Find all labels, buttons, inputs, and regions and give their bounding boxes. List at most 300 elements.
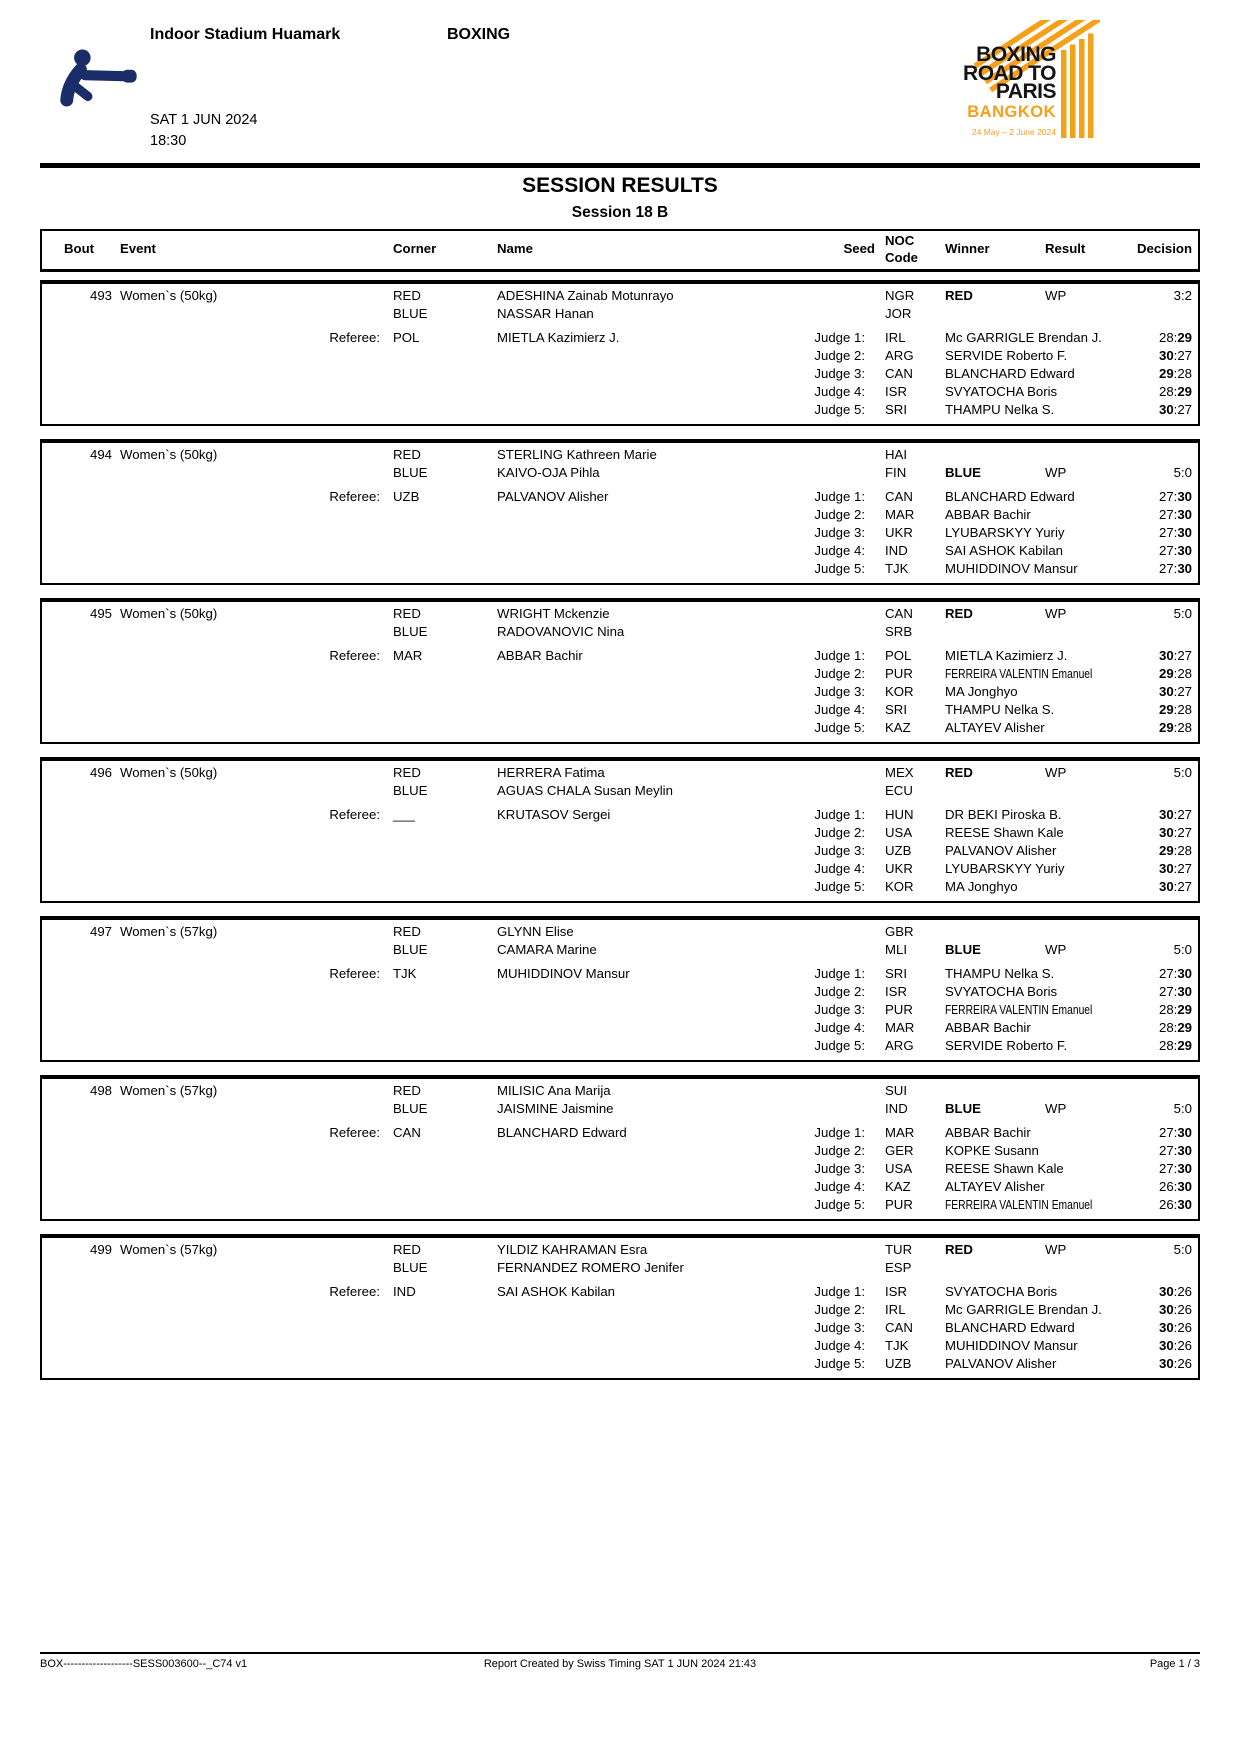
judge-score: [1159, 1161, 1192, 1176]
bouts-list: [40, 280, 1200, 1380]
judge-noc-code: CAN: [885, 366, 913, 381]
red-points: 30: [1158, 1356, 1174, 1371]
score-colon: :: [1173, 843, 1178, 858]
blue-points: 26: [1177, 1356, 1192, 1371]
judge-name: FERREIRA VALENTIN Emanuel: [945, 1197, 1093, 1212]
red-points: 28: [1158, 1002, 1174, 1017]
blue-noc-code: ECU: [885, 783, 913, 798]
sport-name: BOXING: [447, 26, 511, 43]
judge-score: [1159, 702, 1192, 717]
bout-result-block: [40, 916, 1200, 1062]
judge-label: Judge 5:: [814, 879, 865, 894]
officials-rows: [42, 1125, 1198, 1215]
judge-row: [42, 1143, 1198, 1161]
red-points: 30: [1158, 807, 1174, 822]
score-colon: :: [1173, 1161, 1178, 1176]
judge-label: Judge 2:: [814, 1302, 865, 1317]
judge-noc-code: ISR: [885, 384, 907, 399]
score-colon: :: [1173, 1020, 1178, 1035]
judge-name: SVYATOCHA Boris: [945, 1284, 1058, 1299]
judge-score: [1159, 384, 1192, 399]
judge-row: [42, 879, 1198, 897]
judge-noc-code: IND: [885, 543, 908, 558]
judge-score: [1159, 666, 1192, 681]
col-result: Result: [1045, 241, 1086, 256]
red-points: 27: [1158, 507, 1174, 522]
score-colon: :: [1173, 384, 1178, 399]
judge-row: [42, 843, 1198, 861]
decision-score: 5:0: [1173, 465, 1192, 480]
venue-name: Indoor Stadium Huamark: [150, 26, 341, 43]
decision-score: 5:0: [1173, 606, 1192, 621]
session-time: 18:30: [150, 133, 187, 149]
judge-score: [1159, 720, 1192, 735]
judge-score: [1159, 825, 1192, 840]
red-noc-code: HAI: [885, 447, 907, 462]
session-datetime: [150, 110, 257, 152]
blue-points: 26: [1177, 1338, 1192, 1353]
event-name: Women`s (50kg): [120, 288, 218, 303]
blue-points: 30: [1177, 984, 1192, 999]
session-subtitle: Session 18 B: [571, 204, 669, 221]
blue-points: 30: [1177, 507, 1192, 522]
referee-label: Referee:: [329, 330, 380, 345]
blue-points: 29: [1177, 1020, 1192, 1035]
score-colon: :: [1173, 807, 1178, 822]
blue-points: 27: [1177, 861, 1192, 876]
col-bout: Bout: [64, 241, 95, 256]
blue-corner-label: BLUE: [393, 1101, 428, 1116]
blue-points: 26: [1177, 1302, 1192, 1317]
red-points: 28: [1158, 330, 1174, 345]
red-corner-row: [42, 606, 1198, 624]
red-corner-label: RED: [393, 1242, 421, 1257]
red-noc-code: NGR: [885, 288, 915, 303]
judge-label: Judge 5:: [814, 561, 865, 576]
score-colon: :: [1173, 489, 1178, 504]
judge-name: ALTAYEV Alisher: [945, 1179, 1045, 1194]
col-noc-line2: Code: [885, 250, 918, 265]
score-colon: :: [1173, 861, 1178, 876]
logo-city: BANGKOK: [967, 102, 1056, 121]
red-points: 28: [1158, 384, 1174, 399]
event-name: Women`s (57kg): [120, 924, 218, 939]
red-noc-code: MEX: [885, 765, 914, 780]
col-noc-line1: NOC: [885, 233, 915, 248]
judge-score: [1159, 1320, 1192, 1335]
red-athlete-name: GLYNN Elise: [497, 924, 574, 939]
judge-label: Judge 3:: [814, 1002, 865, 1017]
judge-name: SVYATOCHA Boris: [945, 984, 1058, 999]
judge-noc-code: UZB: [885, 843, 912, 858]
score-colon: :: [1173, 1284, 1178, 1299]
judge-row: [42, 825, 1198, 843]
judge-label: Judge 1:: [814, 489, 865, 504]
judge-score: [1159, 684, 1192, 699]
score-colon: :: [1173, 525, 1178, 540]
judge-name: ABBAR Bachir: [945, 507, 1031, 522]
judge-label: Judge 1:: [814, 648, 865, 663]
red-points: 27: [1158, 984, 1174, 999]
judge-label: Judge 5:: [814, 720, 865, 735]
judge-label: Judge 1:: [814, 330, 865, 345]
blue-corner-label: BLUE: [393, 306, 428, 321]
judge-noc-code: ARG: [885, 1038, 914, 1053]
score-colon: :: [1173, 1179, 1178, 1194]
red-athlete-name: STERLING Kathreen Marie: [497, 447, 657, 462]
red-points: 30: [1158, 684, 1174, 699]
judge-row: [42, 402, 1198, 420]
logo-line1: BOXING: [976, 43, 1056, 66]
blue-points: 30: [1177, 966, 1192, 981]
judge-label: Judge 4:: [814, 702, 865, 717]
blue-corner-row: [42, 1101, 1198, 1119]
blue-points: 30: [1177, 1161, 1192, 1176]
judge-row: [42, 330, 1198, 348]
score-colon: :: [1173, 1125, 1178, 1140]
referee-label: Referee:: [329, 1125, 380, 1140]
blue-corner-row: [42, 1260, 1198, 1278]
judge-score: [1159, 366, 1192, 381]
blue-points: 27: [1177, 807, 1192, 822]
event-name: Women`s (50kg): [120, 765, 218, 780]
blue-points: 29: [1177, 1038, 1192, 1053]
judge-label: Judge 3:: [814, 1320, 865, 1335]
judge-label: Judge 4:: [814, 384, 865, 399]
judge-label: Judge 3:: [814, 684, 865, 699]
score-colon: :: [1173, 330, 1178, 345]
red-athlete-name: ADESHINA Zainab Motunrayo: [497, 288, 674, 303]
blue-noc-code: JOR: [885, 306, 912, 321]
judge-noc-code: ISR: [885, 984, 907, 999]
blue-points: 27: [1177, 648, 1192, 663]
judge-row: [42, 543, 1198, 561]
officials-rows: [42, 1284, 1198, 1374]
red-corner-row: [42, 288, 1198, 306]
blue-points: 29: [1177, 1002, 1192, 1017]
judge-label: Judge 4:: [814, 861, 865, 876]
judge-label: Judge 1:: [814, 807, 865, 822]
bout-result-block: [40, 1234, 1200, 1380]
blue-points: 30: [1177, 489, 1192, 504]
blue-points: 28: [1177, 720, 1192, 735]
judge-name: MUHIDDINOV Mansur: [945, 561, 1078, 576]
judge-name: FERREIRA VALENTIN Emanuel: [945, 666, 1093, 681]
blue-points: 30: [1177, 1197, 1192, 1212]
judge-noc-code: CAN: [885, 1320, 913, 1335]
judge-score: [1159, 879, 1192, 894]
referee-name: MIETLA Kazimierz J.: [497, 330, 620, 345]
judge-name: SAI ASHOK Kabilan: [945, 543, 1064, 558]
score-colon: :: [1173, 1302, 1178, 1317]
result-type: WP: [1045, 765, 1067, 780]
logo-line3: PARIS: [995, 80, 1056, 103]
score-colon: :: [1173, 366, 1178, 381]
blue-points: 29: [1177, 330, 1192, 345]
judge-name: MA Jonghyo: [945, 879, 1018, 894]
bout-number: 494: [89, 447, 112, 462]
bout-result-block: [40, 598, 1200, 744]
blue-points: 27: [1177, 684, 1192, 699]
judge-score: [1159, 330, 1192, 345]
judge-name: BLANCHARD Edward: [945, 489, 1075, 504]
officials-rows: [42, 330, 1198, 420]
footer-report-code: BOX-------------------SESS003600--_C74 v1: [40, 1658, 248, 1670]
judge-noc-code: USA: [885, 825, 913, 840]
red-noc-code: SUI: [885, 1083, 907, 1098]
score-colon: :: [1173, 1320, 1178, 1335]
judge-row: [42, 702, 1198, 720]
judge-row: [42, 1338, 1198, 1356]
judge-label: Judge 2:: [814, 984, 865, 999]
judge-name: FERREIRA VALENTIN Emanuel: [945, 1002, 1093, 1017]
bout-result-block: [40, 757, 1200, 903]
score-colon: :: [1173, 966, 1178, 981]
red-athlete-name: WRIGHT Mckenzie: [497, 606, 610, 621]
red-athlete-name: HERRERA Fatima: [497, 765, 605, 780]
referee-name: ABBAR Bachir: [497, 648, 583, 663]
judge-score: [1159, 402, 1192, 417]
officials-rows: [42, 489, 1198, 579]
blue-points: 26: [1177, 1320, 1192, 1335]
judge-label: Judge 2:: [814, 1143, 865, 1158]
judge-row: [42, 561, 1198, 579]
red-athlete-name: YILDIZ KAHRAMAN Esra: [497, 1242, 648, 1257]
red-points: 27: [1158, 1125, 1174, 1140]
referee-name: MUHIDDINOV Mansur: [497, 966, 630, 981]
red-points: 27: [1158, 1143, 1174, 1158]
score-colon: :: [1173, 702, 1178, 717]
event-name: Women`s (50kg): [120, 447, 218, 462]
referee-label: Referee:: [329, 1284, 380, 1299]
judge-row: [42, 1038, 1198, 1056]
judge-name: BLANCHARD Edward: [945, 366, 1075, 381]
logo-text: [963, 43, 1056, 142]
red-corner-label: RED: [393, 765, 421, 780]
winner-corner: RED: [945, 765, 973, 780]
judge-row: [42, 1356, 1198, 1374]
bout-result-block: [40, 439, 1200, 585]
judge-score: [1159, 561, 1192, 576]
bout-number: 495: [89, 606, 112, 621]
blue-athlete-name: CAMARA Marine: [497, 942, 597, 957]
officials-rows: [42, 966, 1198, 1056]
bout-number: 497: [89, 924, 112, 939]
judge-score: [1159, 807, 1192, 822]
judge-label: Judge 5:: [814, 1356, 865, 1371]
judge-name: THAMPU Nelka S.: [945, 402, 1055, 417]
blue-points: 27: [1177, 825, 1192, 840]
blue-corner-row: [42, 306, 1198, 324]
judge-row: [42, 807, 1198, 825]
judge-row: [42, 1020, 1198, 1038]
judge-label: Judge 3:: [814, 1161, 865, 1176]
score-colon: :: [1173, 1356, 1178, 1371]
judge-name: MUHIDDINOV Mansur: [945, 1338, 1078, 1353]
judge-name: Mc GARRIGLE Brendan J.: [945, 330, 1102, 345]
winner-corner: BLUE: [945, 1101, 981, 1116]
judge-noc-code: ISR: [885, 1284, 907, 1299]
judge-name: SERVIDE Roberto F.: [945, 348, 1068, 363]
result-type: WP: [1045, 606, 1067, 621]
referee-label: Referee:: [329, 489, 380, 504]
judge-score: [1159, 1125, 1192, 1140]
decision-score: 5:0: [1173, 1101, 1192, 1116]
judge-noc-code: IRL: [885, 1302, 906, 1317]
red-points: 29: [1158, 366, 1174, 381]
winner-corner: RED: [945, 1242, 973, 1257]
blue-points: 29: [1177, 384, 1192, 399]
judge-score: [1159, 507, 1192, 522]
red-corner-row: [42, 765, 1198, 783]
red-points: 28: [1158, 1020, 1174, 1035]
blue-athlete-name: RADOVANOVIC Nina: [497, 624, 625, 639]
winner-corner: BLUE: [945, 942, 981, 957]
judge-row: [42, 1197, 1198, 1215]
red-points: 28: [1158, 1038, 1174, 1053]
judge-score: [1159, 1302, 1192, 1317]
blue-noc-code: ESP: [885, 1260, 912, 1275]
judge-name: SERVIDE Roberto F.: [945, 1038, 1068, 1053]
judge-score: [1159, 1284, 1192, 1299]
red-points: 27: [1158, 561, 1174, 576]
judge-noc-code: SRI: [885, 966, 907, 981]
score-colon: :: [1173, 720, 1178, 735]
judge-score: [1159, 984, 1192, 999]
score-colon: :: [1173, 348, 1178, 363]
col-name: Name: [497, 241, 533, 256]
judge-label: Judge 5:: [814, 1038, 865, 1053]
winner-corner: RED: [945, 288, 973, 303]
red-points: 27: [1158, 966, 1174, 981]
blue-noc-code: IND: [885, 1101, 908, 1116]
red-points: 29: [1158, 702, 1174, 717]
judge-label: Judge 2:: [814, 666, 865, 681]
blue-athlete-name: AGUAS CHALA Susan Meylin: [497, 783, 673, 798]
judge-noc-code: SRI: [885, 402, 907, 417]
event-name: Women`s (50kg): [120, 606, 218, 621]
judge-noc-code: MAR: [885, 1020, 915, 1035]
event-logo: [925, 20, 1100, 155]
judge-label: Judge 1:: [814, 1284, 865, 1299]
referee-label: Referee:: [329, 807, 380, 822]
blue-points: 27: [1177, 348, 1192, 363]
blue-corner-label: BLUE: [393, 942, 428, 957]
judge-noc-code: TJK: [885, 561, 909, 576]
footer-divider: [40, 1652, 1200, 1654]
judge-row: [42, 1161, 1198, 1179]
judge-score: [1159, 543, 1192, 558]
score-colon: :: [1173, 1338, 1178, 1353]
judge-noc-code: KAZ: [885, 1179, 911, 1194]
judge-name: THAMPU Nelka S.: [945, 702, 1055, 717]
judge-name: ABBAR Bachir: [945, 1020, 1031, 1035]
winner-corner: BLUE: [945, 465, 981, 480]
judge-label: Judge 1:: [814, 966, 865, 981]
blue-points: 28: [1177, 666, 1192, 681]
judge-score: [1159, 648, 1192, 663]
judge-noc-code: USA: [885, 1161, 913, 1176]
blue-points: 26: [1177, 1284, 1192, 1299]
judge-noc-code: PUR: [885, 1002, 913, 1017]
red-points: 29: [1158, 666, 1174, 681]
footer-created-by: Report Created by Swiss Timing SAT 1 JUN 2024 21:43: [483, 1658, 757, 1670]
decision-score: 3:2: [1173, 288, 1192, 303]
red-points: 30: [1158, 1320, 1174, 1335]
blue-athlete-name: NASSAR Hanan: [497, 306, 594, 321]
judge-noc-code: UKR: [885, 525, 913, 540]
referee-noc-code: TJK: [393, 966, 417, 981]
footer-page-number: Page 1 / 3: [1149, 1658, 1200, 1670]
judge-row: [42, 507, 1198, 525]
judge-noc-code: PUR: [885, 1197, 913, 1212]
decision-score: 5:0: [1173, 765, 1192, 780]
bout-result-block: [40, 280, 1200, 426]
officials-rows: [42, 648, 1198, 738]
judge-row: [42, 1002, 1198, 1020]
result-type: WP: [1045, 1242, 1067, 1257]
decision-score: 5:0: [1173, 1242, 1192, 1257]
blue-points: 30: [1177, 525, 1192, 540]
score-colon: :: [1173, 666, 1178, 681]
results-table: [40, 229, 1200, 1393]
judge-score: [1159, 489, 1192, 504]
red-points: 26: [1158, 1179, 1174, 1194]
judge-label: Judge 2:: [814, 825, 865, 840]
judge-row: [42, 984, 1198, 1002]
score-colon: :: [1173, 507, 1178, 522]
judge-row: [42, 966, 1198, 984]
judge-score: [1159, 1356, 1192, 1371]
referee-name: PALVANOV Alisher: [497, 489, 609, 504]
judge-name: SVYATOCHA Boris: [945, 384, 1058, 399]
judge-noc-code: UKR: [885, 861, 913, 876]
judge-score: [1159, 1143, 1192, 1158]
judge-label: Judge 3:: [814, 525, 865, 540]
referee-noc-code: POL: [393, 330, 420, 345]
results-table-header: [40, 229, 1200, 272]
col-event: Event: [120, 241, 156, 256]
red-points: 30: [1158, 648, 1174, 663]
col-corner: Corner: [393, 241, 437, 256]
blue-corner-row: [42, 942, 1198, 960]
judge-label: Judge 4:: [814, 1020, 865, 1035]
red-points: 30: [1158, 879, 1174, 894]
blue-points: 28: [1177, 702, 1192, 717]
blue-noc-code: MLI: [885, 942, 907, 957]
red-points: 26: [1158, 1197, 1174, 1212]
judge-row: [42, 525, 1198, 543]
judge-label: Judge 2:: [814, 348, 865, 363]
header-divider: [40, 163, 1200, 168]
blue-corner-label: BLUE: [393, 624, 428, 639]
judge-label: Judge 4:: [814, 543, 865, 558]
judge-name: REESE Shawn Kale: [945, 1161, 1064, 1176]
event-name: Women`s (57kg): [120, 1083, 218, 1098]
judge-score: [1159, 1038, 1192, 1053]
judge-score: [1159, 1002, 1192, 1017]
score-colon: :: [1173, 1038, 1178, 1053]
judge-score: [1159, 843, 1192, 858]
score-colon: :: [1173, 684, 1178, 699]
score-colon: :: [1173, 825, 1178, 840]
judge-noc-code: MAR: [885, 507, 915, 522]
page-title: SESSION RESULTS: [522, 174, 718, 197]
judge-name: THAMPU Nelka S.: [945, 966, 1055, 981]
judge-noc-code: MAR: [885, 1125, 915, 1140]
judge-label: Judge 4:: [814, 1179, 865, 1194]
red-points: 29: [1158, 843, 1174, 858]
